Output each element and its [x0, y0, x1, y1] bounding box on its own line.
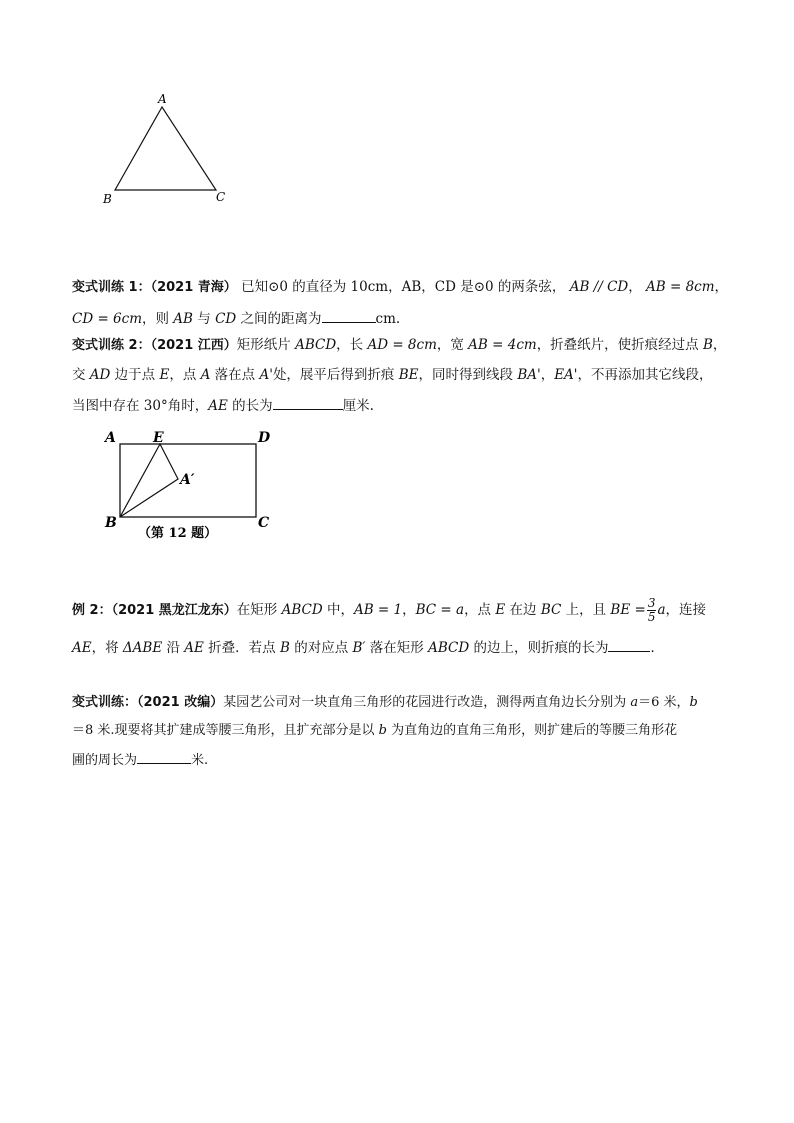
q1-math: AB — [173, 311, 193, 327]
q2-line-3 — [72, 395, 374, 416]
ex2-math: AB = 1 — [353, 602, 403, 618]
q2-text: 落在点 — [210, 367, 260, 383]
fraction-denominator: 5 — [647, 610, 656, 624]
ex2-text: ，点 — [464, 602, 496, 618]
point-label-b: B — [105, 515, 117, 531]
rectangle-fold-figure — [100, 425, 285, 545]
q1-math: AB = 8cm — [646, 279, 715, 295]
q1-math: CD = 6cm — [72, 311, 142, 327]
ex2-math: B — [279, 640, 290, 656]
answer-blank — [273, 395, 343, 410]
q2-text: 边于点 — [110, 367, 160, 383]
q3-line-1 — [72, 693, 698, 713]
ex2-text: 在矩形 — [236, 602, 282, 618]
q2-math: ABCD — [295, 337, 337, 353]
triangle-figure — [95, 90, 245, 215]
ex2-line-2 — [72, 637, 664, 658]
q1-line-1 — [72, 277, 728, 298]
q3-text: ＝6 米， — [638, 695, 690, 710]
ex2-math: BE = — [610, 602, 646, 618]
ex2-text: ． — [650, 640, 664, 656]
ex2-math: AE — [72, 640, 92, 656]
ex2-text: 在边 — [505, 602, 541, 618]
ex2-text: 落在矩形 — [365, 640, 429, 656]
ex2-math: B′ — [352, 640, 366, 656]
q3-text: 圃的周长为 — [72, 753, 138, 768]
q2-text: 的长为 — [227, 398, 273, 414]
q1-text: 与 — [192, 311, 216, 327]
figure-caption: （第 12 题） — [138, 526, 218, 541]
q3-text: 某园艺公司对一块直角三角形的花园进行改造，测得两直角边长分别为 — [223, 695, 631, 710]
q1-text: cm. — [375, 311, 401, 327]
point-label-e: E — [153, 430, 164, 446]
q1-text: ， — [628, 279, 642, 295]
q2-text: ，折叠纸片，使折痕经过点 — [536, 337, 703, 353]
ex2-math: BC = a — [415, 602, 465, 618]
ex2-math: ABCD — [428, 640, 470, 656]
q2-line-1 — [72, 335, 726, 356]
ex2-math: AE — [184, 640, 204, 656]
ex2-math: BC — [540, 602, 562, 618]
q1-text: 之间的距离为 — [236, 311, 322, 327]
point-label-c: C — [258, 515, 270, 531]
q2-text: 厘米. — [342, 398, 374, 414]
point-label-a-prime: A′ — [180, 472, 195, 488]
q1-text: ，则 — [142, 311, 174, 327]
q2-math: AE — [208, 398, 228, 414]
q1-text: ， — [714, 279, 729, 295]
answer-blank — [608, 637, 650, 652]
point-label-d: D — [258, 430, 271, 446]
q3-text: 为直角边的直角三角形，则扩建后的等腰三角形花 — [387, 723, 678, 738]
vertex-label-a: A — [158, 92, 167, 106]
q1-text: 已知⊙0 的直径为 10cm，AB，CD 是⊙0 的两条弦， — [241, 279, 566, 295]
q2-text: ，宽 — [436, 337, 469, 353]
q2-text: 当图中存在 30°角时， — [72, 398, 209, 414]
q3-math: b — [689, 695, 698, 710]
fraction-numerator: 3 — [647, 596, 656, 610]
q2-math: EA' — [554, 367, 578, 383]
q2-math: BE — [398, 367, 419, 383]
ex2-line-1 — [72, 597, 706, 624]
vertex-label-b: B — [103, 192, 112, 206]
ex2-text: ，将 — [91, 640, 123, 656]
q2-text: ，长 — [336, 337, 368, 353]
ex2-text: 中， — [322, 602, 354, 618]
ex2-math: ΔABE — [122, 640, 163, 656]
q2-math: BA' — [517, 367, 541, 383]
ex2-math: E — [495, 602, 506, 618]
ex2-label: 例 2：（2021 黑龙江龙东） — [72, 603, 237, 618]
q2-text: ， — [540, 367, 555, 383]
q3-label: 变式训练：（2021 改编） — [72, 695, 224, 710]
point-label-a: A — [105, 430, 116, 446]
ex2-text: 的边上，则折痕的长为 — [469, 640, 609, 656]
q3-line-3 — [72, 749, 208, 771]
vertex-label-c: C — [216, 190, 226, 204]
q2-text: 矩形纸片 — [236, 337, 296, 353]
fold-triangle — [120, 444, 178, 517]
q3-math: a — [630, 695, 639, 710]
answer-blank — [137, 749, 191, 764]
q2-math: AD = 8cm — [367, 337, 437, 353]
ex2-text: 沿 — [162, 640, 185, 656]
q1-line-2 — [72, 308, 400, 329]
fraction — [647, 597, 657, 624]
ex2-text: 上，且 — [561, 602, 611, 618]
q2-line-2 — [72, 365, 713, 385]
q3-math: b — [378, 723, 387, 738]
answer-blank — [322, 308, 376, 323]
ex2-math: a — [657, 602, 666, 618]
q2-math: AD — [89, 367, 111, 383]
q2-math: B — [702, 337, 713, 353]
q2-math: A — [200, 367, 211, 383]
q1-label: 变式训练 1：（2021 青海） — [72, 280, 237, 295]
ex2-text: ， — [402, 602, 416, 618]
q3-line-2 — [72, 721, 677, 741]
q2-math: AB = 4cm — [468, 337, 537, 353]
q2-text: 处，展平后得到折痕 — [272, 367, 399, 383]
q2-text: ， — [712, 337, 727, 353]
q3-text: 米. — [191, 753, 209, 768]
q2-text: ，同时得到线段 — [418, 367, 518, 383]
ex2-text: ，连接 — [665, 602, 707, 618]
q2-text: ，不再添加其它线段， — [577, 367, 713, 383]
q2-math: E — [159, 367, 170, 383]
ex2-math: ABCD — [281, 602, 323, 618]
q2-label: 变式训练 2：（2021 江西） — [72, 338, 237, 353]
q1-math: CD — [215, 311, 237, 327]
q2-math: A' — [259, 367, 273, 383]
q2-text: ，点 — [169, 367, 201, 383]
q2-text: 交 — [72, 367, 90, 383]
triangle-abc — [115, 107, 216, 190]
q3-text: ＝8 米.现要将其扩建成等腰三角形，且扩充部分是以 — [72, 723, 379, 738]
ex2-text: 折叠．若点 — [203, 640, 280, 656]
q1-math: AB // CD — [569, 279, 629, 295]
ex2-text: 的对应点 — [289, 640, 353, 656]
